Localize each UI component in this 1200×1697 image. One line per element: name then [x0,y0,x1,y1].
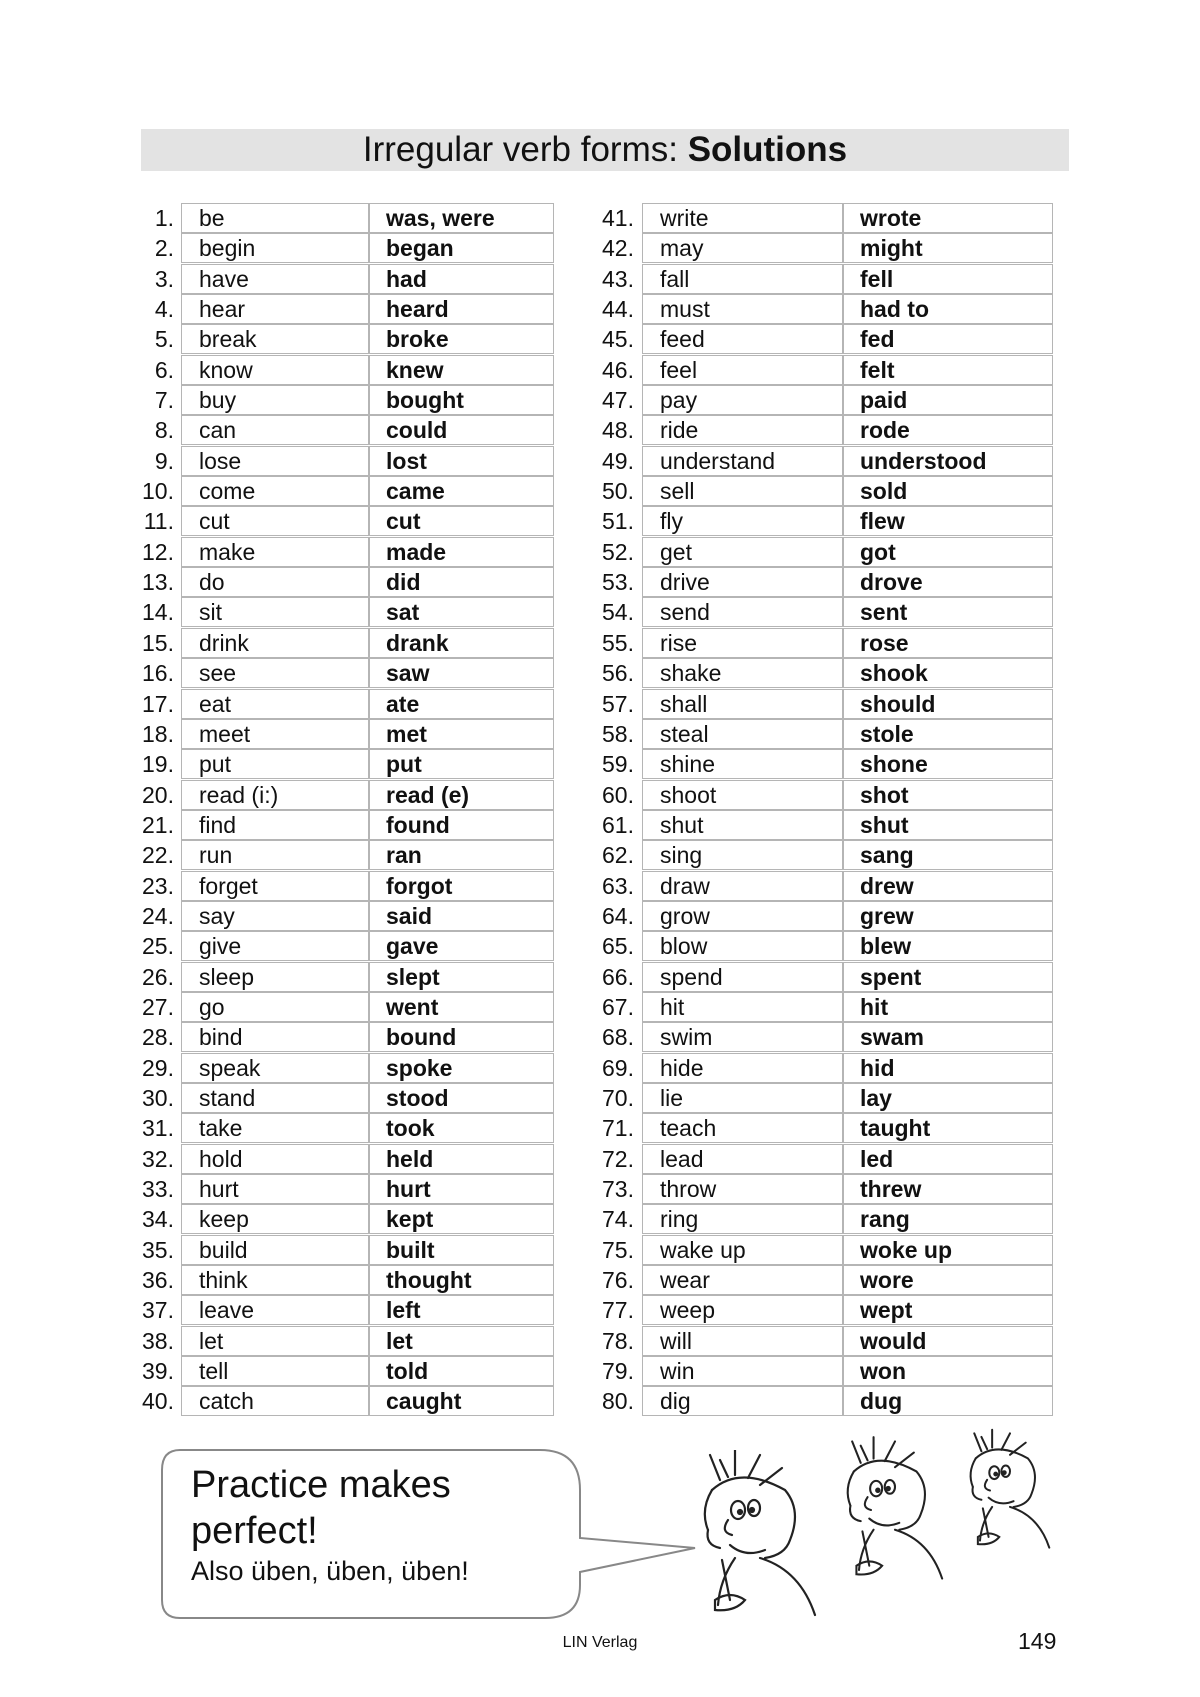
cartoon-child-large [690,1450,830,1620]
verb-past-form: met [368,719,554,749]
verb-number: 14. [142,599,174,626]
verb-number: 60. [602,781,634,808]
verb-number: 5. [154,326,174,353]
verb-base-form: meet [181,719,370,749]
verb-number: 52. [602,538,634,565]
verb-base-form: sit [181,597,370,627]
publisher-name: LIN Verlag [562,1634,638,1651]
verb-number: 46. [602,356,634,383]
verb-number: 56. [602,660,634,687]
verb-number: 80. [602,1388,634,1415]
verb-base-form: win [642,1356,844,1386]
verb-past-form: hurt [368,1174,554,1204]
verb-past-form: saw [368,658,554,688]
verb-base-form: bind [181,1022,370,1052]
verb-base-form: build [181,1235,370,1265]
verb-past-form: drank [368,628,554,658]
verb-past-form: rang [842,1204,1053,1234]
verb-past-form: took [368,1113,554,1143]
verb-base-form: fall [642,264,844,294]
verb-number: 17. [142,690,174,717]
verb-base-form: swim [642,1022,844,1052]
verb-number: 10. [142,478,174,505]
verb-past-form: threw [842,1174,1053,1204]
verb-number: 66. [602,963,634,990]
verb-number: 32. [142,1145,174,1172]
verb-base-form: break [181,324,370,354]
verb-number: 31. [142,1115,174,1142]
verb-base-form: take [181,1113,370,1143]
verb-number: 77. [602,1297,634,1324]
verb-base-form: forget [181,871,370,901]
verb-base-form: throw [642,1174,844,1204]
verb-base-form: shake [642,658,844,688]
verb-past-form: lay [842,1083,1053,1113]
verb-number: 42. [602,235,634,262]
verb-number: 18. [142,720,174,747]
verb-number: 73. [602,1176,634,1202]
verb-past-form: felt [842,355,1053,385]
verb-base-form: tell [181,1356,370,1386]
verb-past-form: forgot [368,871,554,901]
verb-past-form: stole [842,719,1053,749]
verb-past-form: understood [842,446,1053,476]
verb-base-form: say [181,901,370,931]
verb-past-form: led [842,1144,1053,1174]
verb-number: 49. [602,447,634,474]
verb-base-form: go [181,992,370,1022]
verb-number: 28. [142,1024,174,1051]
verb-past-form: left [368,1295,554,1325]
verb-number: 30. [142,1084,174,1111]
verb-past-form: thought [368,1265,554,1295]
verb-past-form: rode [842,415,1053,445]
verb-number: 7. [154,387,174,414]
verb-number: 55. [602,629,634,656]
verb-past-form: blew [842,931,1053,961]
cartoon-child-medium [835,1435,955,1585]
verb-number: 22. [142,842,174,869]
verb-base-form: speak [181,1053,370,1083]
verb-past-form: hid [842,1053,1053,1083]
verb-number: 63. [602,872,634,899]
verb-base-form: fly [642,506,844,536]
verb-past-form: shut [842,810,1053,840]
verb-base-form: wake up [642,1235,844,1265]
cartoon-child-small [960,1428,1060,1553]
verb-base-form: wear [642,1265,844,1295]
verb-past-form: drove [842,567,1053,597]
verb-base-form: spend [642,962,844,992]
verb-number: 21. [142,811,174,838]
verb-past-form: could [368,415,554,445]
verb-base-form: buy [181,385,370,415]
verb-number: 1. [154,205,174,231]
verb-past-form: was, were [368,203,554,233]
verb-base-form: find [181,810,370,840]
verb-number: 37. [142,1297,174,1324]
verb-number: 9. [154,447,174,474]
verb-past-form: shone [842,749,1053,779]
verb-past-form: fell [842,264,1053,294]
verb-past-form: paid [842,385,1053,415]
verb-number: 70. [602,1084,634,1111]
verb-past-form: ate [368,689,554,719]
verb-number: 33. [142,1176,174,1202]
verb-past-form: held [368,1144,554,1174]
verb-number: 57. [602,690,634,717]
verb-past-form: drew [842,871,1053,901]
verb-number: 47. [602,387,634,414]
verb-number: 59. [602,751,634,778]
verb-number: 36. [142,1267,174,1294]
verb-number: 8. [154,417,174,444]
verb-past-form: swam [842,1022,1053,1052]
verb-past-form: sold [842,476,1053,506]
verb-number: 2. [154,235,174,262]
verb-number: 6. [154,356,174,383]
verb-past-form: fed [842,324,1053,354]
verb-base-form: may [642,233,844,263]
verb-past-form: wept [842,1295,1053,1325]
verb-base-form: come [181,476,370,506]
verb-past-form: let [368,1326,554,1356]
verb-past-form: would [842,1326,1053,1356]
verb-base-form: catch [181,1386,370,1416]
verb-past-form: came [368,476,554,506]
verb-number: 51. [602,508,634,535]
verb-base-form: know [181,355,370,385]
verb-past-form: wrote [842,203,1053,233]
verb-past-form: flew [842,506,1053,536]
verb-past-form: spent [842,962,1053,992]
verb-base-form: let [181,1326,370,1356]
verb-past-form: kept [368,1204,554,1234]
verb-base-form: read (i:) [181,780,370,810]
bubble-text-line1: Practice makes [191,1464,451,1506]
verb-base-form: see [181,658,370,688]
verb-base-form: shoot [642,780,844,810]
verb-base-form: lead [642,1144,844,1174]
verb-past-form: slept [368,962,554,992]
verb-number: 48. [602,417,634,444]
verb-base-form: ring [642,1204,844,1234]
verb-number: 64. [602,902,634,929]
verb-base-form: dig [642,1386,844,1416]
verb-past-form: told [368,1356,554,1386]
verb-past-form: gave [368,931,554,961]
verb-past-form: said [368,901,554,931]
verb-past-form: caught [368,1386,554,1416]
verb-past-form: read (e) [368,780,554,810]
verb-number: 62. [602,842,634,869]
verb-past-form: made [368,537,554,567]
verb-past-form: sent [842,597,1053,627]
verb-number: 29. [142,1054,174,1081]
verb-base-form: hurt [181,1174,370,1204]
verb-past-form: wore [842,1265,1053,1295]
verb-number: 71. [602,1115,634,1142]
verb-past-form: went [368,992,554,1022]
verb-past-form: did [368,567,554,597]
verb-number: 68. [602,1024,634,1051]
verb-base-form: write [642,203,844,233]
verb-past-form: ran [368,840,554,870]
verb-past-form: woke up [842,1235,1053,1265]
verb-base-form: draw [642,871,844,901]
page-title: Irregular verb forms: Solutions [141,129,1069,171]
verb-number: 34. [142,1206,174,1233]
bubble-text-line3: Also üben, üben, üben! [191,1556,469,1586]
verb-past-form: spoke [368,1053,554,1083]
verb-past-form: built [368,1235,554,1265]
verb-past-form: dug [842,1386,1053,1416]
verb-number: 72. [602,1145,634,1172]
verb-past-form: got [842,537,1053,567]
verb-base-form: hold [181,1144,370,1174]
verb-base-form: hear [181,294,370,324]
verb-number: 50. [602,478,634,505]
verb-number: 35. [142,1236,174,1263]
verb-base-form: hide [642,1053,844,1083]
verb-base-form: shine [642,749,844,779]
verb-number: 45. [602,326,634,353]
verb-base-form: understand [642,446,844,476]
verb-past-form: shook [842,658,1053,688]
verb-number: 12. [142,538,174,565]
verb-number: 53. [602,569,634,596]
verb-number: 16. [142,660,174,687]
verb-past-form: cut [368,506,554,536]
verb-base-form: sleep [181,962,370,992]
verb-base-form: rise [642,628,844,658]
verb-base-form: sing [642,840,844,870]
verb-past-form: lost [368,446,554,476]
verb-past-form: had [368,264,554,294]
verb-number: 79. [602,1358,634,1385]
verb-past-form: grew [842,901,1053,931]
verb-base-form: be [181,203,370,233]
verb-number: 43. [602,265,634,292]
verb-number: 41. [602,205,634,231]
verb-number: 15. [142,629,174,656]
verb-base-form: grow [642,901,844,931]
verb-base-form: blow [642,931,844,961]
verb-number: 13. [142,569,174,596]
verb-number: 78. [602,1327,634,1354]
verb-base-form: do [181,567,370,597]
verb-base-form: shall [642,689,844,719]
verb-base-form: steal [642,719,844,749]
verb-number: 44. [602,296,634,323]
verb-base-form: weep [642,1295,844,1325]
verb-base-form: feed [642,324,844,354]
verb-base-form: send [642,597,844,627]
verb-base-form: get [642,537,844,567]
verb-number: 74. [602,1206,634,1233]
verb-past-form: bought [368,385,554,415]
verb-base-form: keep [181,1204,370,1234]
verb-past-form: found [368,810,554,840]
verb-past-form: rose [842,628,1053,658]
verb-base-form: drink [181,628,370,658]
verb-past-form: shot [842,780,1053,810]
verb-base-form: run [181,840,370,870]
verb-base-form: ride [642,415,844,445]
verb-base-form: put [181,749,370,779]
verb-base-form: must [642,294,844,324]
verb-number: 11. [143,508,174,535]
verb-past-form: stood [368,1083,554,1113]
verb-past-form: hit [842,992,1053,1022]
verb-number: 69. [602,1054,634,1081]
verb-past-form: bound [368,1022,554,1052]
verb-past-form: sang [842,840,1053,870]
verb-past-form: broke [368,324,554,354]
verb-number: 67. [602,993,634,1020]
verb-number: 39. [142,1358,174,1385]
verb-past-form: should [842,689,1053,719]
verb-number: 4. [154,296,174,323]
verb-past-form: heard [368,294,554,324]
verb-base-form: cut [181,506,370,536]
verb-base-form: begin [181,233,370,263]
page-number: 149 [1018,1628,1057,1654]
verb-number: 24. [142,902,174,929]
verb-number: 26. [142,963,174,990]
verb-number: 19. [142,751,174,778]
verb-past-form: began [368,233,554,263]
verb-number: 65. [602,933,634,960]
verb-number: 76. [602,1267,634,1294]
verb-base-form: think [181,1265,370,1295]
verb-base-form: can [181,415,370,445]
verb-base-form: have [181,264,370,294]
verb-base-form: feel [642,355,844,385]
verb-number: 3. [154,265,174,292]
verb-number: 40. [142,1388,174,1415]
verb-base-form: shut [642,810,844,840]
verb-base-form: stand [181,1083,370,1113]
verb-base-form: lie [642,1083,844,1113]
verb-base-form: eat [181,689,370,719]
verb-base-form: lose [181,446,370,476]
verb-number: 58. [602,720,634,747]
verb-past-form: won [842,1356,1053,1386]
verb-past-form: sat [368,597,554,627]
verb-number: 27. [142,993,174,1020]
verb-base-form: sell [642,476,844,506]
verb-number: 61. [602,811,634,838]
verb-number: 38. [142,1327,174,1354]
verb-base-form: make [181,537,370,567]
verb-base-form: will [642,1326,844,1356]
verb-base-form: teach [642,1113,844,1143]
verb-number: 25. [142,933,174,960]
verb-past-form: had to [842,294,1053,324]
verb-base-form: hit [642,992,844,1022]
bubble-text-line2: perfect! [191,1510,318,1552]
verb-base-form: give [181,931,370,961]
verb-number: 54. [602,599,634,626]
verb-past-form: might [842,233,1053,263]
verb-base-form: leave [181,1295,370,1325]
verb-past-form: taught [842,1113,1053,1143]
verb-base-form: drive [642,567,844,597]
verb-number: 20. [142,781,174,808]
verb-base-form: pay [642,385,844,415]
verb-past-form: knew [368,355,554,385]
verb-past-form: put [368,749,554,779]
verb-number: 75. [602,1236,634,1263]
verb-number: 23. [142,872,174,899]
